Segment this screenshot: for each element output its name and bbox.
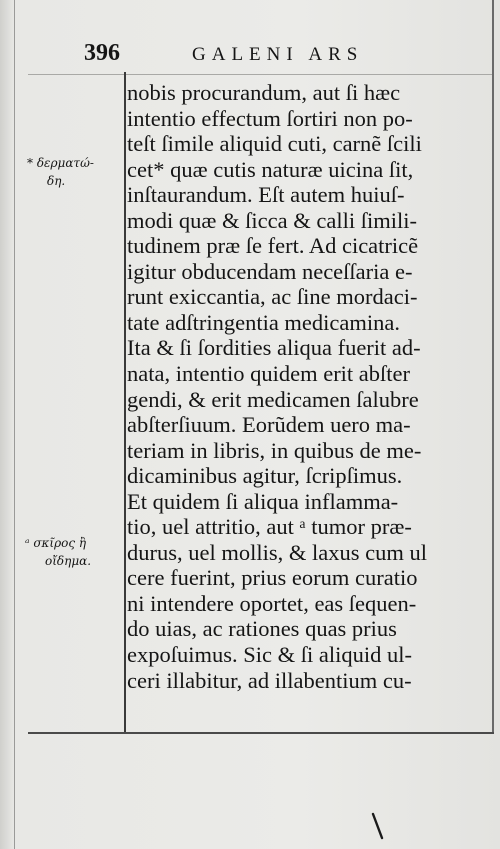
text-line: runt exiccantia, ac ſine mordaci- (127, 284, 418, 310)
page-number: 396 (84, 40, 120, 66)
text-line: ni intendere oportet, eas ſequen- (127, 590, 417, 616)
text-line: cere fuerint, prius eorum curatio (127, 565, 418, 591)
text-line: ceri illabitur, ad illabentium cu- (127, 667, 412, 693)
text-line: intentio effectum ſortiri non po- (127, 105, 413, 131)
text-line: teriam in libris, in quibus de me- (127, 437, 422, 463)
margin-note-1-line-2: δη. (47, 174, 66, 188)
text-line: inſtaurandum. Eſt autem huiuſ- (127, 182, 405, 208)
text-line: cet* quæ cutis naturæ uicina ſit, (127, 156, 414, 182)
text-line: igitur obducendam neceſſaria e- (127, 258, 413, 284)
text-line: Ita & ſi ſordities aliqua fuerit ad- (127, 335, 421, 361)
margin-note-2 (25, 534, 91, 570)
text-line: tio, uel attritio, aut ᵃ tumor præ- (127, 514, 412, 540)
text-line: expoſuimus. Sic & ſi aliquid ul- (127, 642, 412, 668)
binding-gutter (14, 0, 15, 849)
text-line: modi quæ & ſicca & calli ſimili- (127, 207, 417, 233)
margin-note-2-line-1: ᵃ σκῖρος ἢ (25, 536, 87, 550)
text-line: durus, uel mollis, & laxus cum ul (127, 539, 427, 565)
text-line: abſterſiuum. Eorũdem uero ma- (127, 412, 411, 438)
text-line: tate adſtringentia medicamina. (127, 309, 401, 335)
ink-tail-mark (371, 812, 385, 840)
running-head: GALENI ARS (192, 44, 364, 65)
margin-note-2-line-2: οἴδημα. (45, 554, 92, 568)
text-line: tudinem præ ſe fert. Ad cicatricẽ (127, 233, 419, 259)
text-line: Et quidem ſi aliqua inflamma- (127, 488, 399, 514)
text-line: nata, intentio quidem erit abſter (127, 361, 411, 387)
text-line: gendi, & erit medicamen ſalubre (127, 386, 419, 412)
margin-note-1-line-1: * δερματώ- (27, 156, 94, 170)
text-line: nobis procurandum, aut ſi hæc (127, 80, 401, 105)
main-text-block (127, 80, 491, 693)
text-block-bottom-rule (28, 732, 494, 734)
text-line: dicaminibus agitur, ſcripſimus. (127, 463, 403, 489)
text-column-right-rule (492, 0, 494, 734)
text-line: teſt ſimile aliquid cuti, carnẽ ſcili (127, 131, 422, 157)
top-guide-rule (28, 74, 494, 75)
text-line: do uias, ac rationes quas prius (127, 616, 397, 642)
text-column-left-rule (124, 72, 126, 734)
margin-note-1 (27, 154, 94, 190)
